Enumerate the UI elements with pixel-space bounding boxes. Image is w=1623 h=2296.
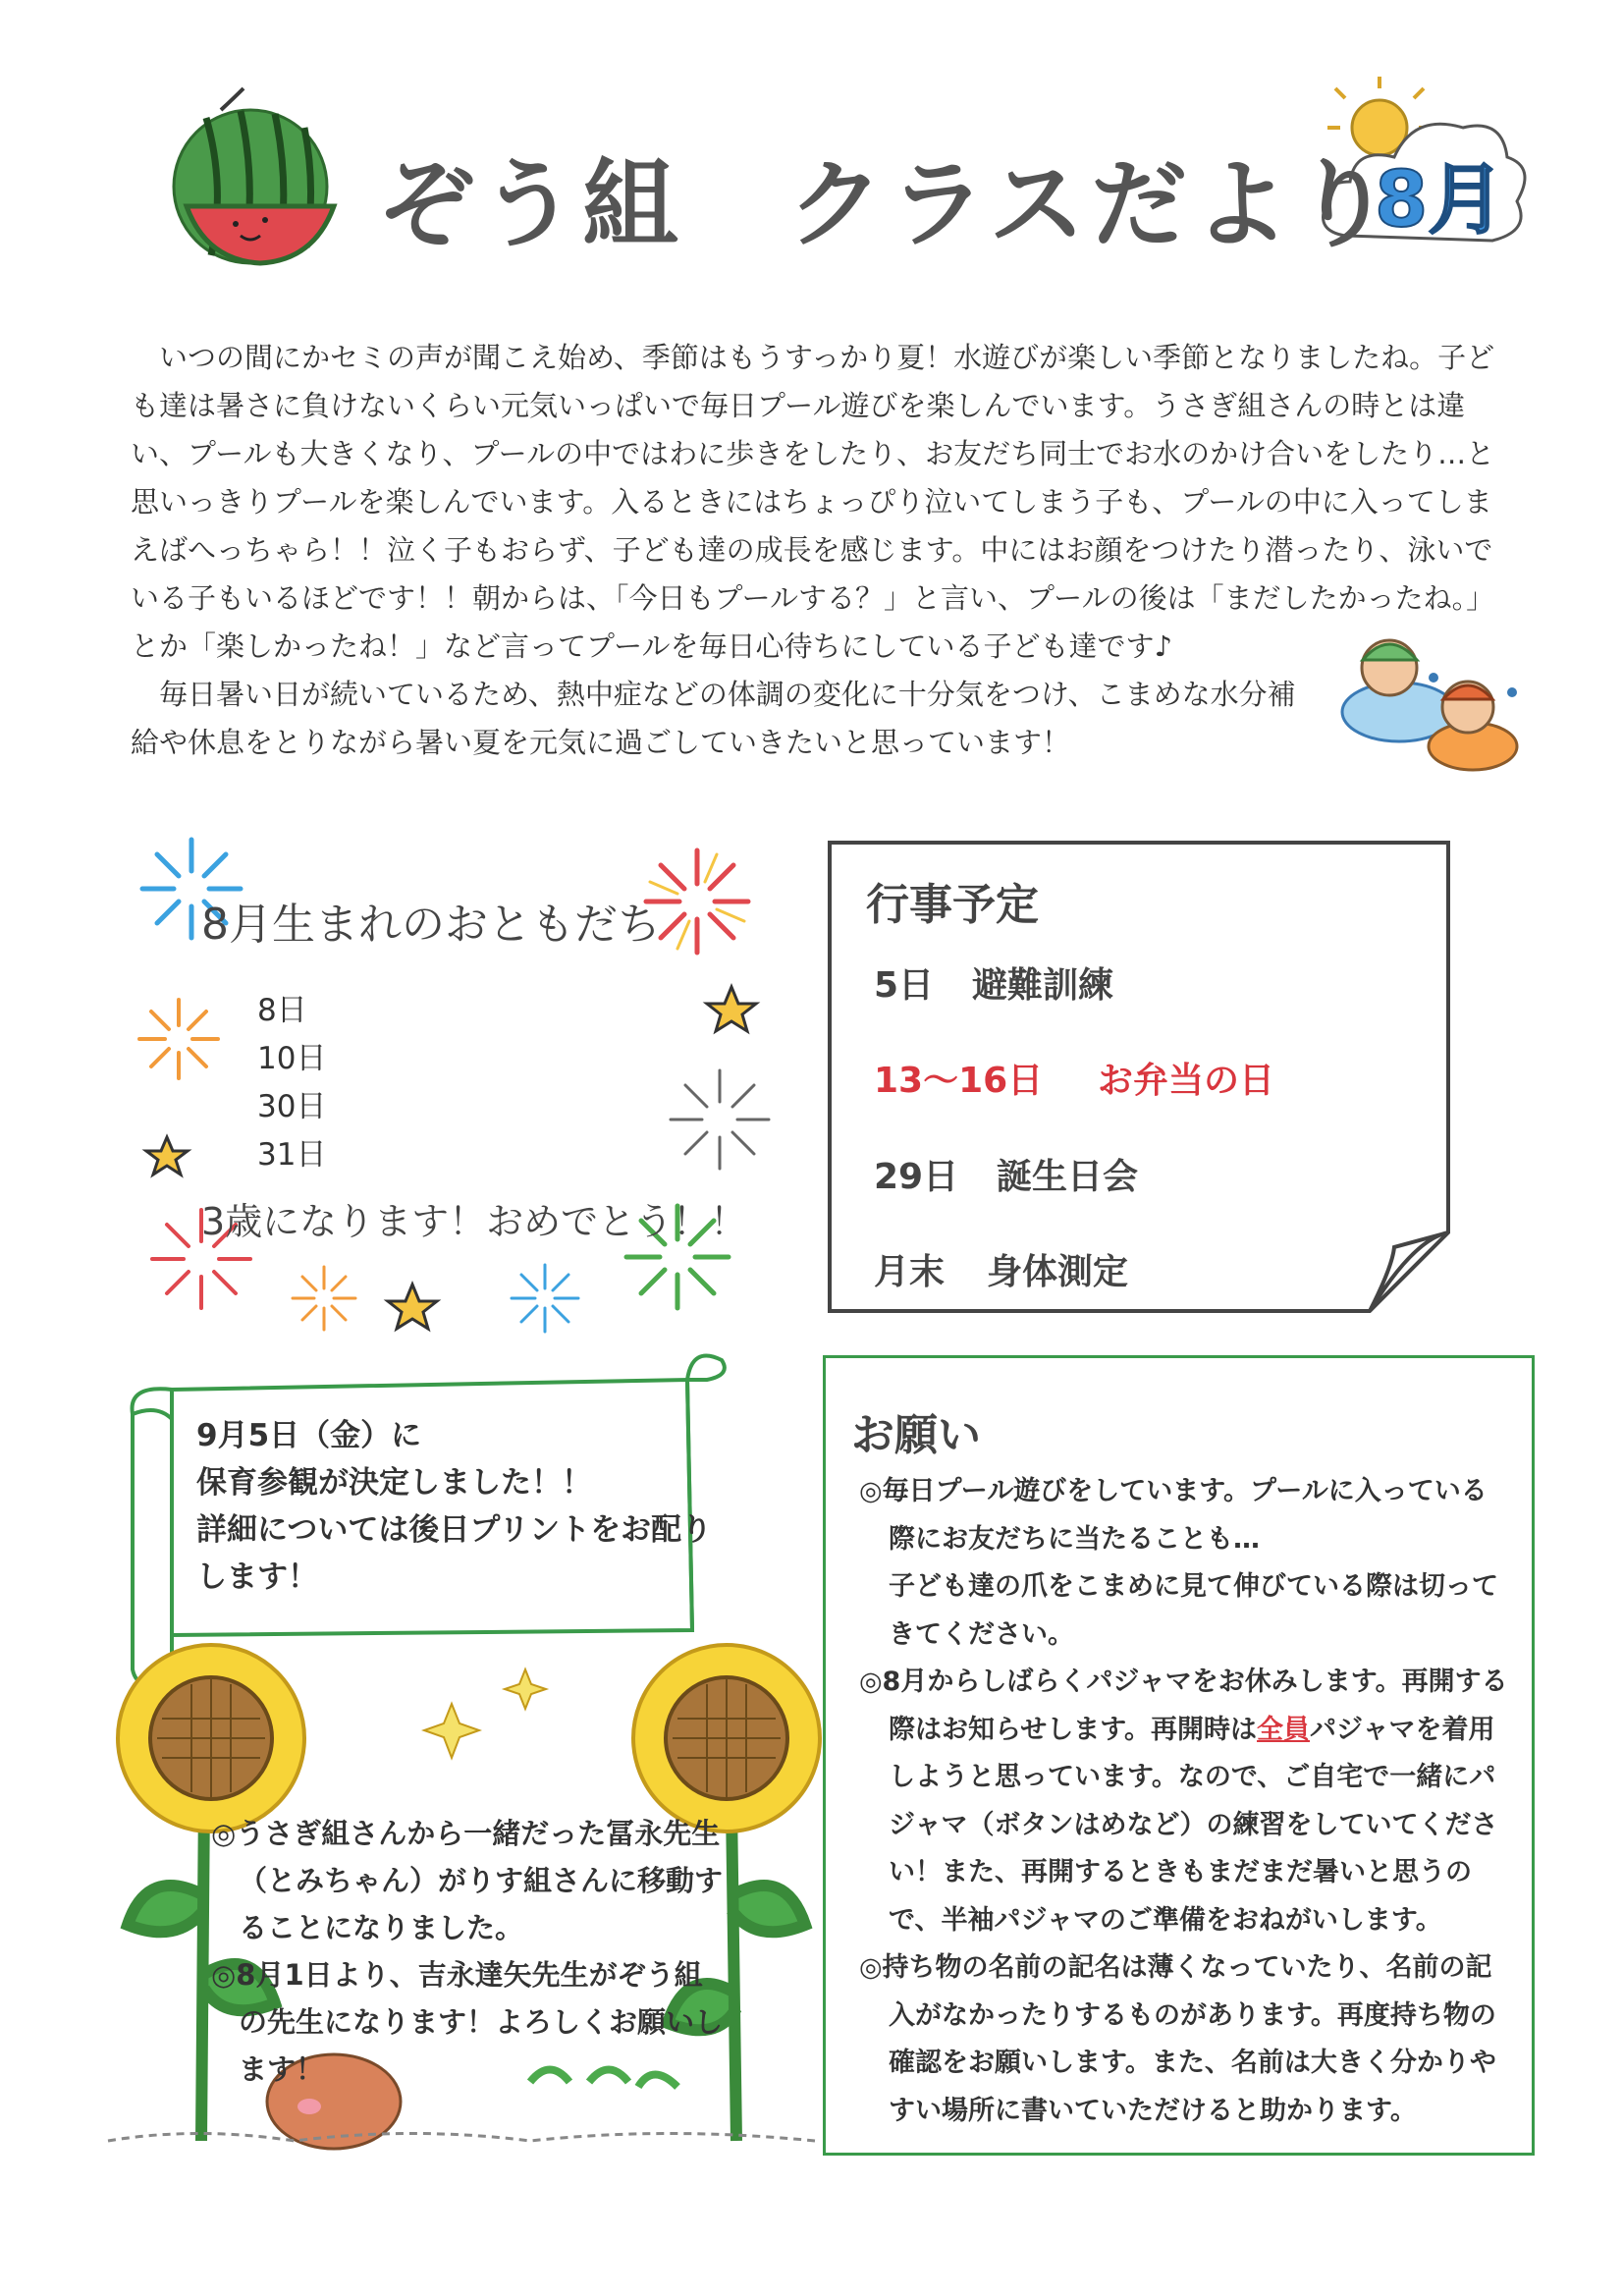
event-row xyxy=(874,1149,1138,1199)
staff-notice xyxy=(211,1810,727,2093)
notice-line: します！ xyxy=(196,1559,318,1595)
birthday-date: 10日 xyxy=(257,1041,327,1076)
event-date: 5日 xyxy=(874,965,935,1006)
page-title-class: ぞう組 xyxy=(378,149,685,261)
page-title-newsletter: クラスだより xyxy=(787,149,1398,261)
star-icon xyxy=(146,987,756,1329)
birthday-section-title: 8月生まれのおともだち xyxy=(201,900,661,950)
event-date: 29日 xyxy=(874,1157,959,1197)
event-name: 避難訓練 xyxy=(972,965,1114,1006)
events-title: 行事予定 xyxy=(866,880,1039,930)
month-badge-text: 8月 xyxy=(1375,156,1505,245)
request-emphasis: 全員 xyxy=(1257,1714,1311,1745)
notice-line: 保育参観が決定しました！！ xyxy=(196,1465,592,1501)
birthday-date: 30日 xyxy=(257,1089,327,1124)
request-text: ◎8月からしばらくパジャマをお休みします。再開する際はお知らせします。再開時は xyxy=(859,1667,1508,1745)
request-item: ◎毎日プール遊びをしています。プールに入っている際にお友だちに当たることも… xyxy=(859,1476,1488,1555)
requests-list xyxy=(859,1468,1512,2135)
birthday-date: 8日 xyxy=(257,993,307,1028)
request-item: ◎持ち物の名前の記名は薄くなっていたり、名前の記入がなかったりするものがあります。再度持ち物の確認をお願いします。また、名前は大きく分かりやすい場所に書いていただけると助かります。 xyxy=(859,1952,1496,2126)
event-row xyxy=(874,1244,1128,1294)
notice-line: 9月5日（金）に xyxy=(196,1418,422,1453)
event-name: お弁当の日 xyxy=(1098,1061,1275,1101)
event-row xyxy=(874,957,1113,1008)
event-name: 身体測定 xyxy=(987,1252,1129,1292)
staff-notice-item: ◎うさぎ組さんから一緒だった冨永先生（とみちゃん）がりす組さんに移動することになりました。 xyxy=(211,1817,724,1944)
event-row xyxy=(874,1053,1274,1103)
intro-text xyxy=(131,334,1520,767)
birthday-date: 31日 xyxy=(257,1137,327,1173)
intro-paragraph: 毎日暑い日が続いているため、熱中症などの体調の変化に十分気をつけ、こまめな水分補給や休息をとりながら暑い夏を元気に過ごしていきたいと思っています！ xyxy=(131,678,1296,759)
notice-line: 詳細については後日プリントをお配り xyxy=(196,1512,713,1548)
request-item xyxy=(859,1659,1512,1944)
intro-paragraph: いつの間にかセミの声が聞こえ始め、季節はもうすっかり夏！水遊びが楽しい季節となりましたね。子ども達は暑さに負けないくらい元気いっぱいで毎日プール遊びを楽しんでいます。うさぎ組さんの時とは違い、プールも大きくなり、プールの中ではわに歩きをしたり、お友だち同士でお水のかけ合いをしたり…と思いっきりプールを楽しんでいます。入るときにはちょっぴり泣いてしまう子も、プールの中に入ってしまえばへっちゃら！！泣く子もおらず、子ども達の成長を感じます。中にはお顔をつけたり潜ったり、泳いでいる子もいるほどです！！朝からは、「今日もプールする？」と言い、プールの後は「まだしたかったね。」とか「楽しかったね！」など言ってプールを毎日心待ちにしている子ども達です♪ xyxy=(131,341,1495,663)
page-title xyxy=(378,149,1398,261)
observation-notice xyxy=(196,1412,712,1601)
request-item-sub: 子ども達の爪をこまめに見て伸びている際は切ってきてください。 xyxy=(889,1571,1498,1650)
staff-notice-item: ◎8月1日より、吉永達矢先生がぞう組の先生になります！よろしくお願いします！ xyxy=(211,1958,724,2086)
event-name: 誕生日会 xyxy=(997,1157,1139,1197)
requests-title: お願い xyxy=(851,1410,981,1460)
birthday-message: 3歳になります！おめでとう！！ xyxy=(201,1200,748,1243)
watermelon-icon xyxy=(174,88,334,263)
request-text: パジャマを着用しようと思っています。なので、ご自宅で一緒にパジャマ（ボタンはめなど）の練習をしていてください！また、再開するときもまだまだ暑いと思うので、半袖パジャマのご準備をおねがいします。 xyxy=(889,1714,1498,1936)
event-date: 13～16日 xyxy=(874,1061,1044,1101)
event-date: 月末 xyxy=(874,1252,946,1292)
